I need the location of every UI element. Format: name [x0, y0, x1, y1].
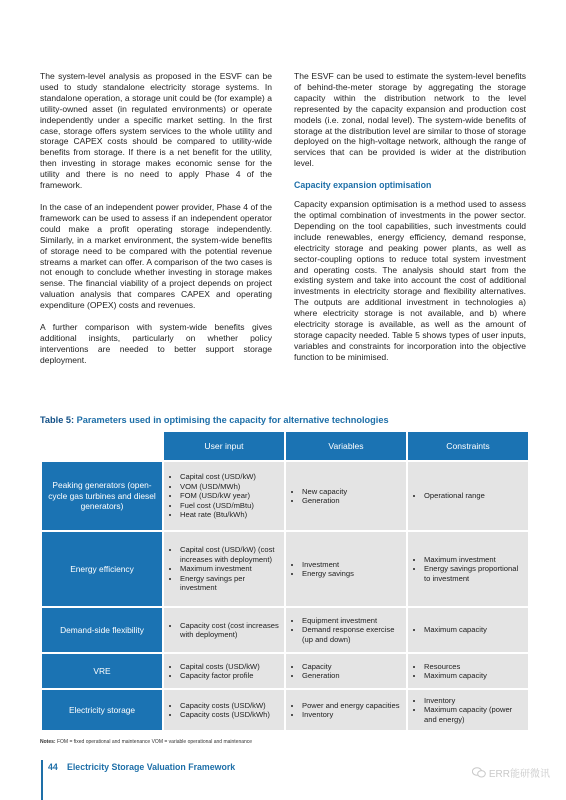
list-item: • Operational range: [424, 491, 524, 500]
user-input-cell: [164, 608, 284, 652]
page-footer: [41, 760, 441, 778]
list-item: • New capacity: [302, 487, 402, 496]
paragraph: The ESVF can be used to estimate the system-level benefits of behind-the-meter storage by aggregating the storage capacity within the distribution network to the level represented by the capacity expansion and production cost models (i.e. zonal, nodal level). The system-wide benefits of storage at the distribution level are similar to those of storage deployed on the high-voltage network, although the range of services that can be provided is wider at the distribution level.: [294, 71, 526, 169]
constraints-cell: [408, 690, 528, 730]
list-item: • Power and energy capacities: [302, 701, 402, 710]
list-item: • VOM (USD/MWh): [180, 482, 280, 491]
watermark: [472, 765, 550, 780]
user-input-cell: [164, 654, 284, 688]
list-item: • Generation: [302, 671, 402, 680]
list-item: • Inventory: [302, 710, 402, 719]
header-constraints: Constraints: [408, 432, 528, 460]
list-item: • Energy savings: [302, 569, 402, 578]
table-caption: [40, 415, 526, 425]
right-text-column: [294, 71, 526, 374]
list-item: • Demand response exercise (up and down): [302, 625, 402, 644]
list-item: • Maximum investment: [424, 555, 524, 564]
list-item: • Capital cost (USD/kW): [180, 472, 280, 481]
footer-rule: [41, 760, 43, 800]
list-item: • Heat rate (Btu/kWh): [180, 510, 280, 519]
row-label: Energy efficiency: [42, 532, 162, 606]
list-item: • Maximum capacity: [424, 671, 524, 680]
list-item: • Capacity factor profile: [180, 671, 280, 680]
variables-cell: [286, 690, 406, 730]
variables-cell: [286, 532, 406, 606]
section-heading: Capacity expansion optimisation: [294, 180, 432, 191]
watermark-text: ERR能研微讯: [488, 769, 550, 780]
list-item: • Equipment investment: [302, 616, 402, 625]
paragraph: Capacity expansion optimisation is a method used to assess the optimal combination of investments in the power sector. Depending on the tool capabilities, such investments could include renewables, energy efficiency, demand response, electricity storage and peaking power plants, as well as sector-coupling options to reduce total system investment and operating costs. The analysis should start from the existing system and take into account the cost of additional investments in electricity storage and flexibility alternatives. The outputs are additional investment in technologies a) where electricity storage is not available, and b) where electricity storage is available, as well as the amount of storage capacity needed. Table 5 shows types of user inputs, variables and constraints for incorporation into the objective function to be minimised.: [294, 199, 526, 362]
variables-cell: [286, 462, 406, 530]
list-item: • Capacity cost (cost increases with deployment): [180, 621, 280, 640]
list-item: • Maximum capacity (power and energy): [424, 705, 524, 724]
constraints-cell: [408, 462, 528, 530]
page-number: 44: [48, 762, 58, 772]
row-label: VRE: [42, 654, 162, 688]
list-item: • Capacity costs (USD/kWh): [180, 710, 280, 719]
list-item: • Capacity costs (USD/kW): [180, 701, 280, 710]
parameters-table: [40, 430, 530, 732]
table-row: [42, 532, 528, 606]
table-row: [42, 608, 528, 652]
user-input-cell: [164, 532, 284, 606]
note-text: FOM = fixed operational and maintenance VOM = variable operational and maintenance: [55, 739, 253, 745]
header-blank-cell: [42, 432, 162, 460]
list-item: • Energy savings proportional to investment: [424, 564, 524, 583]
left-text-column: [40, 71, 272, 377]
list-item: • Inventory: [424, 696, 524, 705]
row-label: Electricity storage: [42, 690, 162, 730]
note-label: Notes:: [40, 739, 56, 745]
list-item: • FOM (USD/kW year): [180, 491, 280, 500]
row-label: Demand-side flexibility: [42, 608, 162, 652]
footer-title: Electricity Storage Valuation Framework: [67, 762, 236, 772]
paragraph: A further comparison with system-wide benefits gives additional insights, particularly on whether policy interventions are needed to better support storage deployment.: [40, 322, 272, 365]
variables-cell: [286, 654, 406, 688]
header-user-input: User input: [164, 432, 284, 460]
table-row: [42, 654, 528, 688]
list-item: • Maximum investment: [180, 564, 280, 573]
list-item: • Maximum capacity: [424, 625, 524, 634]
list-item: • Generation: [302, 496, 402, 505]
table-caption-text: Parameters used in optimising the capacity for alternative technologies: [74, 415, 389, 425]
header-variables: Variables: [286, 432, 406, 460]
user-input-cell: [164, 690, 284, 730]
variables-cell: [286, 608, 406, 652]
list-item: • Capacity: [302, 662, 402, 671]
table-row: [42, 690, 528, 730]
constraints-cell: [408, 608, 528, 652]
wechat-icon: [472, 767, 486, 778]
paragraph: The system-level analysis as proposed in the ESVF can be used to study standalone electricity storage systems. In standalone operation, a storage unit could be (for example) a utility-owned asset (in regulated environments) or operate independently under a specific market setting. In the first case, storage offers system services to the whole utility and storage CAPEX costs should be compared to utility-wide benefits from storage. If there is a net benefit for the utility, then investing in storage makes economic sense for the utility and there is no need to apply Phase 4 of the framework.: [40, 71, 272, 191]
paragraph: In the case of an independent power provider, Phase 4 of the framework can be used to assess if an independent operator could make a profit operating storage independently. Similarly, in a market environment, the system-wide benefits of storage need to be compared with the potential revenue streams a market can offer. A comparison of the two cases is not enough to conclude whether investing in storage makes sense. The financial viability of a project depends on project valuation analysis that compares CAPEX and operating expenditure (OPEX) costs and revenues.: [40, 201, 272, 311]
table-note: [40, 739, 526, 745]
list-item: • Investment: [302, 560, 402, 569]
table-header-row: [42, 432, 528, 460]
user-input-cell: [164, 462, 284, 530]
list-item: • Energy savings per investment: [180, 574, 280, 593]
table-caption-lead: Table 5:: [40, 415, 75, 425]
row-label: Peaking generators (open-cycle gas turbines and diesel generators): [42, 462, 162, 530]
constraints-cell: [408, 654, 528, 688]
table-row: [42, 462, 528, 530]
list-item: • Resources: [424, 662, 524, 671]
list-item: • Fuel cost (USD/mBtu): [180, 501, 280, 510]
list-item: • Capital cost (USD/kW) (cost increases with deployment): [180, 545, 280, 564]
list-item: • Capital costs (USD/kW): [180, 662, 280, 671]
constraints-cell: [408, 532, 528, 606]
